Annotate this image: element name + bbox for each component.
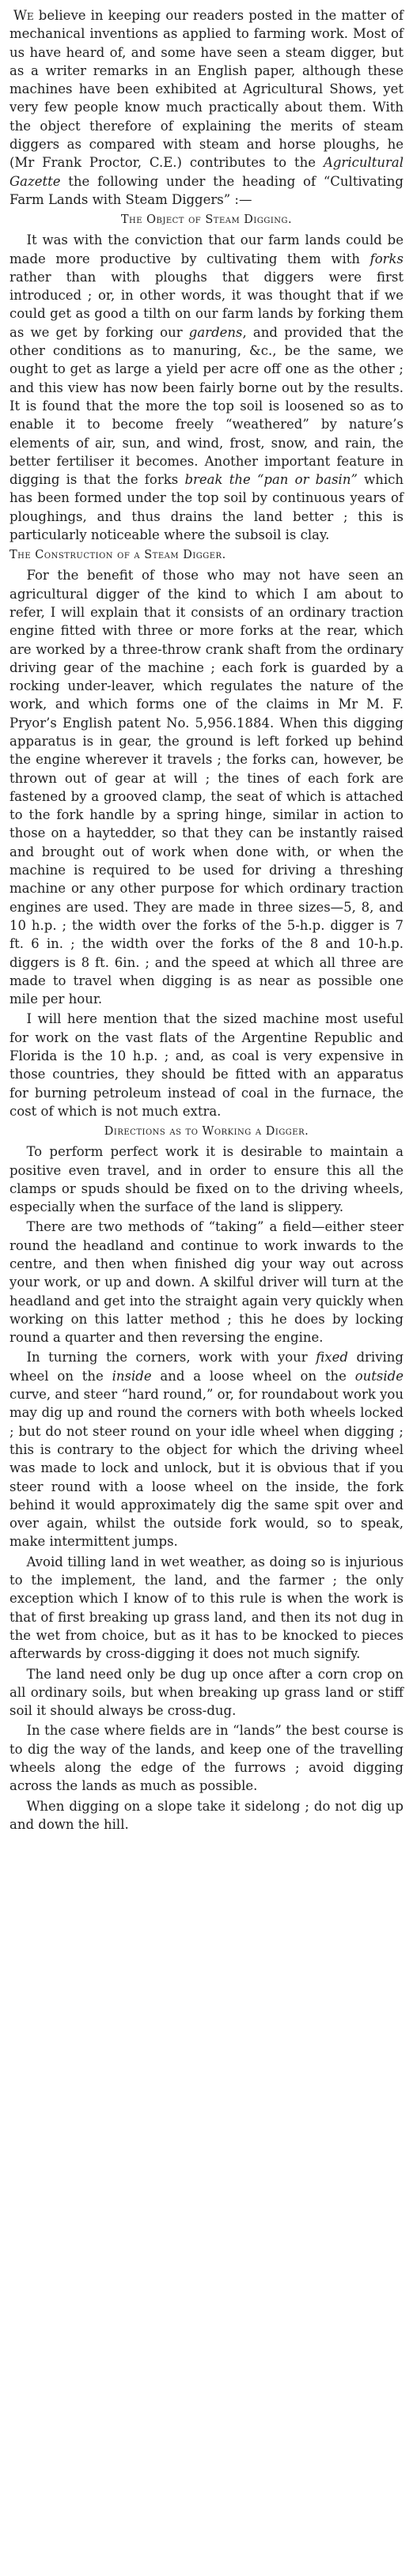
intro-paragraph: We believe in keeping our readers posted in the matter of mechanical inventions as applied to farming work. Most of us have heard of, and some have seen a steam digger, but as a writer remarks in an English paper, although these machines have been exhibited at Agricultural Shows, yet very few people know much practically about them. With the object therefore of explaining the merits of steam diggers as compared with steam and horse ploughs, he (Mr Frank Proctor, C.E.) contributes to the Agricultural Gazette the following under the heading of “Cultivating Farm Lands with Steam Diggers” :— bbox=[9, 8, 404, 207]
paragraph-directions-5: The land need only be dug up once after a corn crop on all ordinary soils, but when breaking up grass land or stiff soil it should always be cross-dug. bbox=[9, 1666, 404, 1719]
paragraph-directions-6: In the case where fields are in “lands” the best course is to dig the way of the lands, and keep one of the travelling wheels along the edge of the furrows ; avoid digging across the lands as much as possible. bbox=[9, 1723, 404, 1794]
paragraph-directions-7: When digging on a slope take it sidelong ; do not dig up and down the hill. bbox=[9, 1798, 404, 1832]
paragraph-directions-4: Avoid tilling land in wet weather, as doing so is injurious to the implement, the land, and the farmer ; the only exception which I know of to this rule is when the work is that of first breaking up grass land, and then its not dug in the wet from choice, but as it has to be knocked to pieces afterwards by cross-digging it does not much signify. bbox=[9, 1554, 404, 1662]
article-column bbox=[9, 0, 404, 1834]
paragraph-object: It was with the conviction that our farm lands could be made more productive by cultivating them with forks rather than with ploughs that diggers were first introduced ; or, in other words, it was thought that if we could get as good a tilth on our farm lands by forking them as we get by forking our gardens, and provided that the other conditions as to manuring, &c., be the same, we ought to get as large a yield per acre off one as the other ; and this view has now been fairly borne out by the results. It is found that the more the top soil is loosened so as to enable it to become freely “weathered” by nature’s elements of air, sun, and wind, frost, snow, and rain, the better fertiliser it becomes. Another important feature in digging is that the forks break the “pan or basin” which has been formed under the top soil by continuous years of ploughings, and thus drains the land better ; this is particularly noticeable where the subsoil is clay. bbox=[9, 232, 404, 543]
paragraph-directions-1: To perform perfect work it is desirable to maintain a positive even travel, and in order to ensure this all the clamps or spuds should be fixed on to the driving wheels, especially when the surface of the land is slippery. bbox=[9, 1144, 404, 1215]
publication-title: Agricultural Gazette bbox=[9, 155, 404, 189]
section-heading-directions: Directions as to Working a Digger. bbox=[104, 1125, 309, 1139]
paragraph-directions-2: There are two methods of “taking” a field—either steer round the headland and continue to work inwards to the centre, and then when finished dig your way out across your work, or up and down. A skilful driver will turn at the headland and get into the straight again very quickly when working on this latter method ; this he does by locking round a quarter and then reversing the engine. bbox=[9, 1219, 404, 1346]
paragraph-construction-1: For the benefit of those who may not have seen an agricultural digger of the kind to which I am about to refer, I will explain that it consists of an ordinary traction engine fitted with three or more forks at the rear, which are worked by a three-throw crank shaft from the ordinary driving gear of the machine ; each fork is guarded by a rocking under-leaver, which regulates the nature of the work, and which forms one of the claims in Mr M. F. Pryor’s English patent No. 5,956.1884. When this digging apparatus is in gear, the ground is left forked up behind the engine wherever it travels ; the forks can, however, be thrown out of gear at will ; the tines of each fork are fastened by a grooved clamp, the seat of which is attached to the fork handle by a spring hinge, similar in action to those on a haytedder, so that they can be instantly raised and brought out of work when done with, or when the machine is required to be used for driving a threshing machine or any other purpose for which ordinary traction engines are used. They are made in three sizes—5, 8, and 10 h.p. ; the width over the forks of the 5-h.p. digger is 7 ft. 6 in. ; the width over the forks of the 8 and 10-h.p. diggers is 8 ft. 6in. ; and the speed at which all three are made to travel when digging is as near as possible one mile per hour. bbox=[9, 568, 404, 1007]
paragraph-directions-3: In turning the corners, work with your fixed driving wheel on the inside and a loose wheel on the outside curve, and steer “hard round,” or, for roundabout work you may dig up and round the corners with both wheels locked ; but do not steer round on your idle wheel when digging ; this is contrary to the object for which the driving wheel was made to lock and unlock, but it is obvious that if you steer round with a loose wheel on the inside, the fork behind it would approximately dig the same spit over and over again, whilst the outside fork would, so to speak, make intermittent jumps. bbox=[9, 1350, 404, 1550]
section-heading-construction: The Construction of a Steam Digger. bbox=[9, 549, 226, 562]
lead-word: We bbox=[13, 8, 34, 23]
paragraph-construction-2: I will here mention that the sized machine most useful for work on the vast flats of the Argentine Republic and Florida is the 10 h.p. ; and, as coal is very expensive in those countries, they should be fitted with an apparatus for burning petroleum instead of coal in the furnace, the cost of which is not much extra. bbox=[9, 1011, 404, 1119]
section-heading-object: The Object of Steam Digging. bbox=[120, 213, 293, 227]
